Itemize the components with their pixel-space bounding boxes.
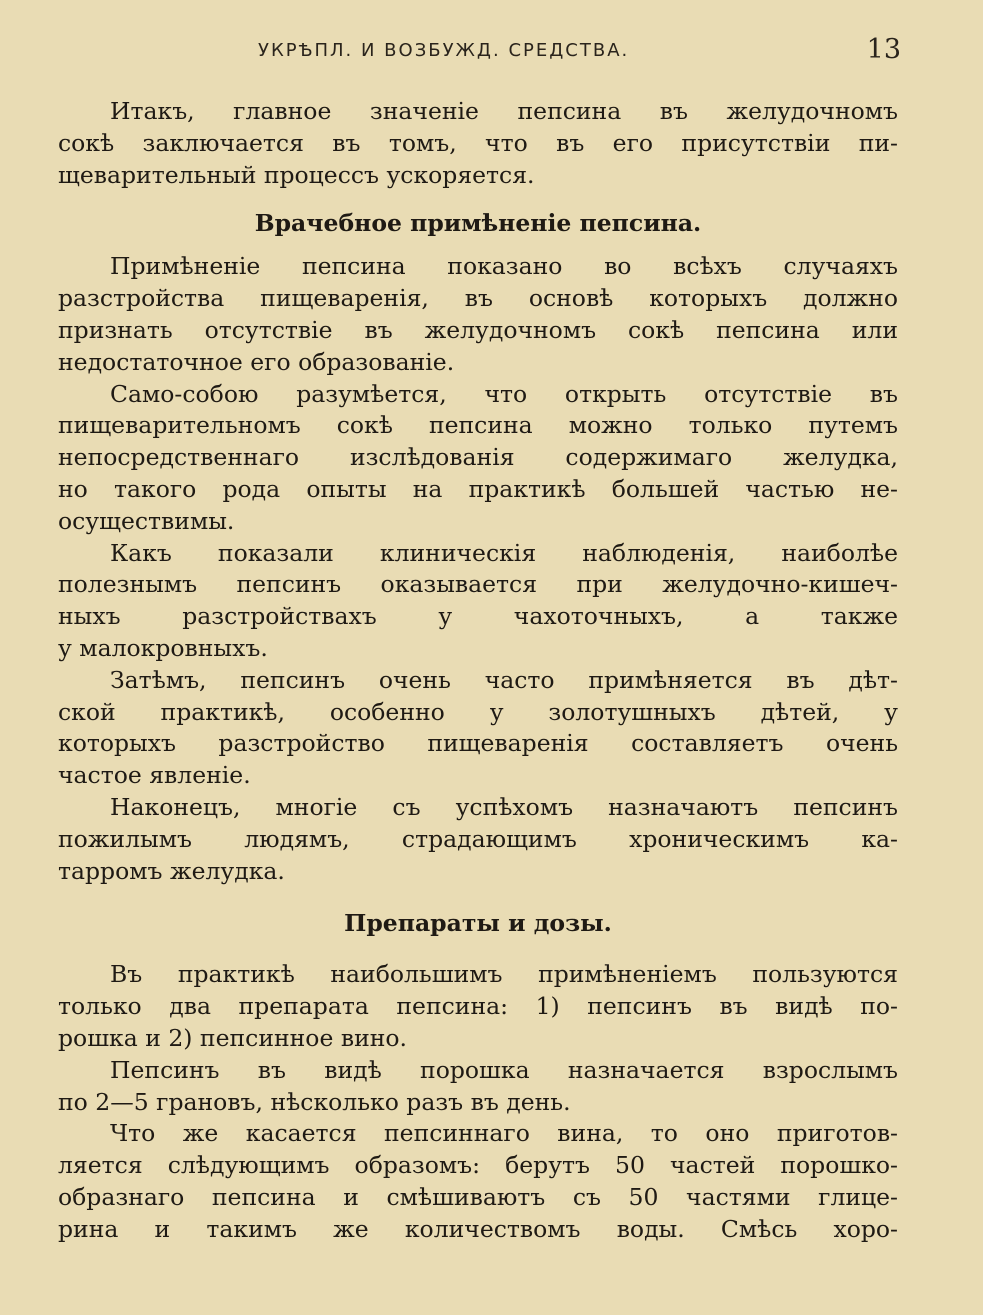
text-line: Въ практикѣ наибольшимъ примѣненiемъ пользуются: [110, 960, 898, 989]
text-line: непосредственнаго изслѣдованiя содержимаго желудка,: [58, 443, 898, 472]
paragraph: [58, 1118, 898, 1245]
text-line: ляется слѣдующимъ образомъ: берутъ 50 частей порошко-: [58, 1151, 898, 1180]
text-line: щеварительный процессъ ускоряется.: [58, 160, 535, 189]
text-line: Само-собою разумѣется, что открыть отсутствiе въ: [110, 379, 898, 408]
text-line: рошка и 2) пепсинное вино.: [58, 1023, 408, 1052]
text-line: пожилымъ людямъ, страдающимъ хроническимъ ка-: [58, 824, 898, 853]
text-line: осуществимы.: [58, 506, 235, 535]
section-heading: Препараты и дозы.: [344, 909, 612, 938]
paragraph: [58, 792, 898, 887]
text-line: Итакъ, главное значенiе пепсина въ желудочномъ: [110, 97, 898, 125]
paragraph: [58, 538, 898, 665]
page-body: [58, 96, 898, 1246]
paragraph: [58, 251, 898, 378]
text-line: которыхъ разстройство пищеваренiя составляетъ очень: [58, 729, 898, 758]
text-line: разстройства пищеваренiя, въ основѣ которыхъ должно: [58, 284, 898, 313]
paragraph: [58, 665, 898, 792]
text-line: образнаго пепсина и смѣшиваютъ съ 50 частями глице-: [58, 1182, 898, 1211]
text-line: частое явленiе.: [58, 761, 251, 790]
text-line: сокѣ заключается въ томъ, что въ его присутствiи пи-: [58, 128, 898, 157]
text-line: Затѣмъ, пепсинъ очень часто примѣняется въ дѣт-: [110, 665, 898, 694]
text-line: Наконецъ, многiе съ успѣхомъ назначаютъ пепсинъ: [110, 792, 898, 821]
section-heading: Врачебное примѣненiе пепсина.: [254, 209, 702, 238]
paragraph: [58, 379, 898, 538]
text-line: недостаточное его образованiе.: [58, 347, 455, 376]
running-head: УКРѢПЛ. И ВОЗБУЖД. СРЕДСТВА.: [258, 40, 630, 61]
text-line: но такого рода опыты на практикѣ большей частью не-: [58, 474, 898, 503]
text-line: Примѣненiе пепсина показано во всѣхъ случаяхъ: [110, 252, 898, 281]
text-line: рина и такимъ же количествомъ воды. Смѣсь хоро-: [58, 1214, 898, 1243]
text-line: тарромъ желудка.: [58, 856, 285, 885]
page-number: 13: [866, 34, 901, 65]
paragraph: [58, 96, 898, 191]
text-line: по 2—5 грановъ, нѣсколько разъ въ день.: [58, 1087, 571, 1116]
text-line: Что же касается пепсиннаго вина, то оно приготов-: [110, 1119, 898, 1148]
text-line: Какъ показали клиническiя наблюденiя, наиболѣе: [110, 538, 898, 567]
text-line: Пепсинъ въ видѣ порошка назначается взрослымъ: [110, 1055, 898, 1084]
paragraph: [58, 1055, 898, 1119]
text-line: ской практикѣ, особенно у золотушныхъ дѣтей, у: [58, 697, 898, 726]
paragraph: [58, 959, 898, 1054]
text-line: только два препарата пепсина: 1) пепсинъ въ видѣ по-: [58, 992, 898, 1021]
page-header: [0, 36, 983, 66]
text-line: ныхъ разстройствахъ у чахоточныхъ, а также: [58, 602, 898, 631]
text-line: пищеварительномъ сокѣ пепсина можно только путемъ: [58, 411, 898, 440]
text-line: у малокровныхъ.: [58, 633, 268, 662]
text-line: признать отсутствiе въ желудочномъ сокѣ пепсина или: [58, 315, 898, 344]
text-line: полезнымъ пепсинъ оказывается при желудочно-кишеч-: [58, 570, 898, 599]
